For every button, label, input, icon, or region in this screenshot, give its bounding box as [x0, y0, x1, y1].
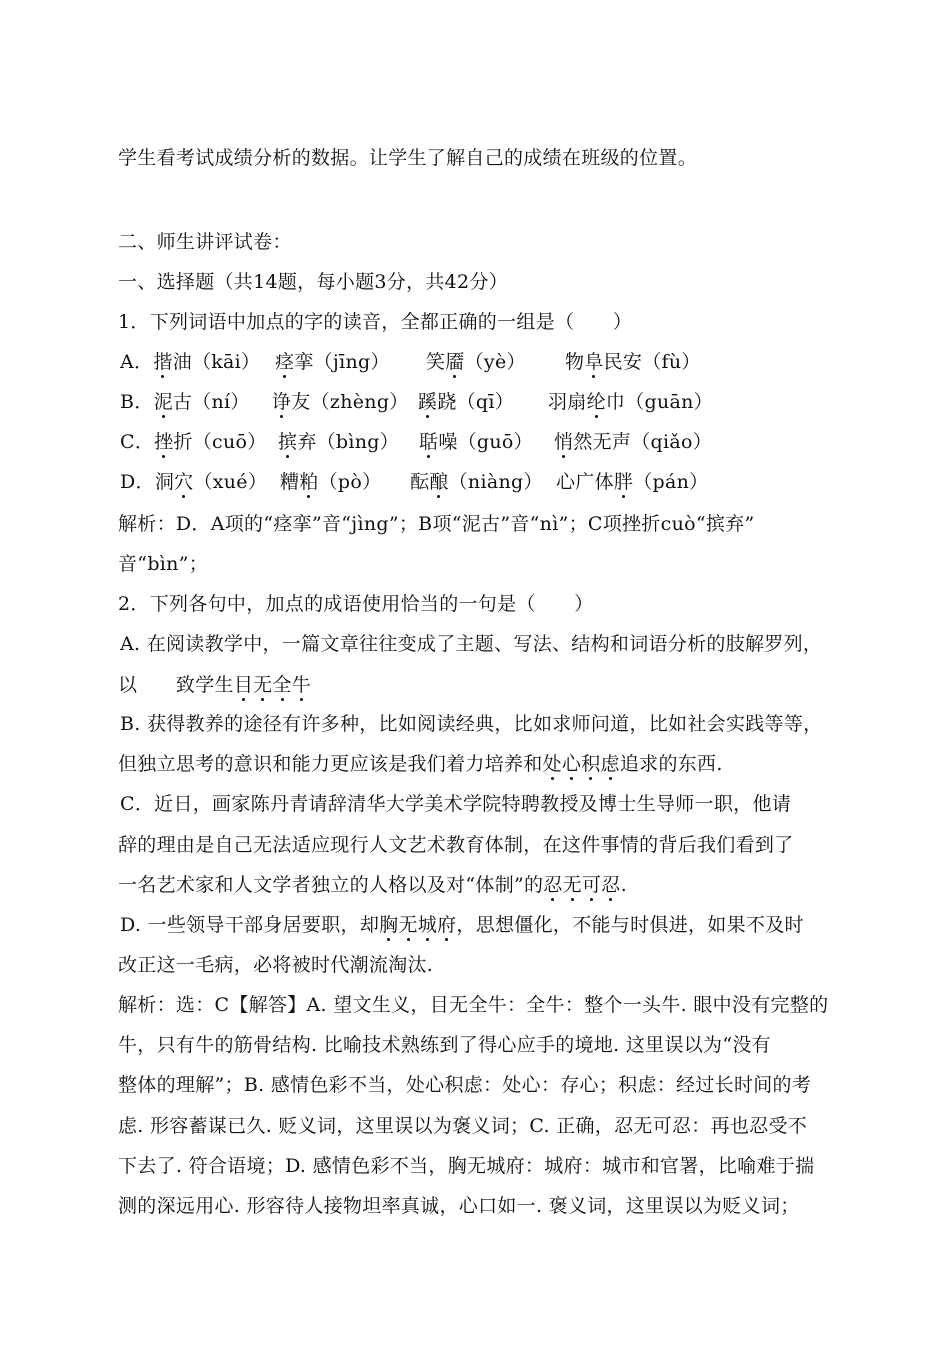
- option-item: 摈弃（bìng）: [278, 431, 400, 453]
- option-item: 聒噪（guō）: [419, 431, 533, 453]
- q2-option-b-line-1: B. 获得教养的途径有许多种，比如阅读经典，比如求师问道，比如社会实践等等，: [120, 713, 823, 735]
- option-item: A．揩油（kāi）: [120, 351, 261, 373]
- dotted-char: 无: [562, 874, 582, 896]
- option-item: 痉挛（jīng）: [275, 351, 390, 373]
- option-item: 物阜民安（fù）: [565, 351, 701, 373]
- option-item: 悄然无声（qiǎo）: [554, 431, 713, 453]
- intro-text: 学生看考试成绩分析的数据。让学生了解自己的成绩在班级的位置。: [118, 147, 698, 169]
- dotted-char: 摈: [278, 431, 298, 453]
- dotted-char: 全: [272, 674, 292, 696]
- dotted-char: 胖: [613, 471, 634, 493]
- dotted-char: 虑: [600, 753, 620, 775]
- dotted-char: 诤: [272, 391, 292, 413]
- q2-analysis-line: 牛，只有牛的筋骨结构. 比喻技术熟练到了得心应手的境地. 这里误以为“没有: [118, 1034, 771, 1056]
- dotted-char: 蹊: [418, 391, 438, 413]
- dotted-char: 纶: [586, 391, 606, 413]
- dotted-char: 府: [437, 914, 457, 936]
- q2-stem: 2．下列各句中，加点的成语使用恰当的一句是（ ）: [118, 593, 594, 615]
- q2-analysis-line: 解析：选：C【解答】A. 望文生义，目无全牛：全牛：整个一头牛. 眼中没有完整的: [118, 994, 829, 1016]
- option-item: 羽扇纶巾（guān）: [548, 391, 713, 413]
- dotted-char: 可: [581, 874, 602, 896]
- q2-analysis-line: 虑. 形容蓄谋已久. 贬义词，这里误以为褒义词；C. 正确，忍无可忍：再也忍受不: [118, 1115, 808, 1137]
- dotted-char: 粕: [299, 471, 319, 493]
- option-item: 酝酿（niàng）: [410, 471, 543, 493]
- dotted-char: 泥: [153, 391, 173, 413]
- dotted-char: 忍: [601, 874, 621, 896]
- option-item: 糟粕（pò）: [280, 471, 382, 493]
- q2-analysis-line: 下去了. 符合语境；D. 感情色彩不当，胸无城府：城府：城市和官署，比喻难于揣: [118, 1155, 815, 1177]
- q2-option-c-line-3: 一名艺术家和人文学者独立的人格以及对“体制”的忍无可忍.: [118, 874, 627, 896]
- dotted-char: 处: [542, 753, 562, 775]
- q2-analysis-line: 整体的理解”；B. 感情色彩不当，处心积虑：处心：存心；积虑：经过长时间的考: [118, 1074, 812, 1096]
- option-item: D．洞穴（xué）: [120, 471, 268, 493]
- dotted-char: 酿: [429, 471, 449, 493]
- q1-analysis-line-2: 音“bìn”；: [118, 553, 209, 575]
- option-item: 诤友（zhèng）: [272, 391, 409, 413]
- dotted-char: 阜: [584, 351, 604, 373]
- q2-option-c-line-2: 辞的理由是自己无法适应现行人文艺术教育体制，在这件事情的背后我们看到了: [118, 834, 794, 856]
- q2-option-a-line-2: 以 致学生目无全牛: [118, 674, 312, 696]
- q2-option-a-line-1: A. 在阅读教学中，一篇文章往往变成了主题、写法、结构和词语分析的肢解罗列，: [120, 633, 823, 655]
- q2-analysis-line: 测的深远用心. 形容待人接物坦率真诚，心口如一. 褒义词，这里误以为贬义词；: [118, 1195, 800, 1217]
- dotted-char: 牛: [291, 674, 312, 696]
- option-item: 笑靥（yè）: [426, 351, 526, 373]
- option-item: 心广体胖（pán）: [556, 471, 709, 493]
- q1-analysis-line-1: 解析：D．A项的“痉挛”音“jìng”；B项“泥古”音“nì”；C项挫折cuò“摈弃”: [118, 513, 755, 535]
- dotted-char: 心: [561, 753, 582, 775]
- dotted-char: 无: [253, 674, 273, 696]
- dotted-char: 揩: [153, 351, 173, 373]
- dotted-char: 目: [233, 674, 254, 696]
- option-item: B．泥古（ní）: [120, 391, 250, 413]
- q2-option-d-line-1: D. 一些领导干部身居要职，却胸无城府，思想僵化，不能与时俱进，如果不及时: [120, 914, 804, 936]
- section-title: 二、师生讲评试卷：: [118, 231, 292, 253]
- dotted-char: 胸: [379, 914, 399, 936]
- dotted-char: 穴: [174, 471, 194, 493]
- dotted-char: 聒: [419, 431, 439, 453]
- dotted-char: 城: [417, 914, 438, 936]
- part-title: 一、选择题（共14题，每小题3分，共42分）: [118, 271, 509, 293]
- dotted-char: 靥: [445, 351, 465, 373]
- dotted-char: 无: [398, 914, 418, 936]
- dotted-char: 积: [581, 753, 601, 775]
- q2-option-b-line-2: 但独立思考的意识和能力更应该是我们着力培养和处心积虑追求的东西.: [118, 753, 723, 775]
- q2-option-c-line-1: C．近日，画家陈丹青请辞清华大学美术学院特聘教授及博士生导师一职，他请: [120, 793, 792, 815]
- option-item: C．挫折（cuō）: [120, 431, 267, 453]
- dotted-char: 悄: [554, 431, 574, 453]
- option-item: 蹊跷（qī）: [418, 391, 515, 413]
- q1-stem: 1．下列词语中加点的字的读音，全都正确的一组是（ ）: [118, 311, 633, 333]
- dotted-char: 挫: [154, 431, 174, 453]
- dotted-char: 忍: [543, 874, 563, 896]
- q2-option-d-line-2: 改正这一毛病，必将被时代潮流淘汰.: [118, 954, 434, 976]
- dotted-char: 痉: [275, 351, 295, 373]
